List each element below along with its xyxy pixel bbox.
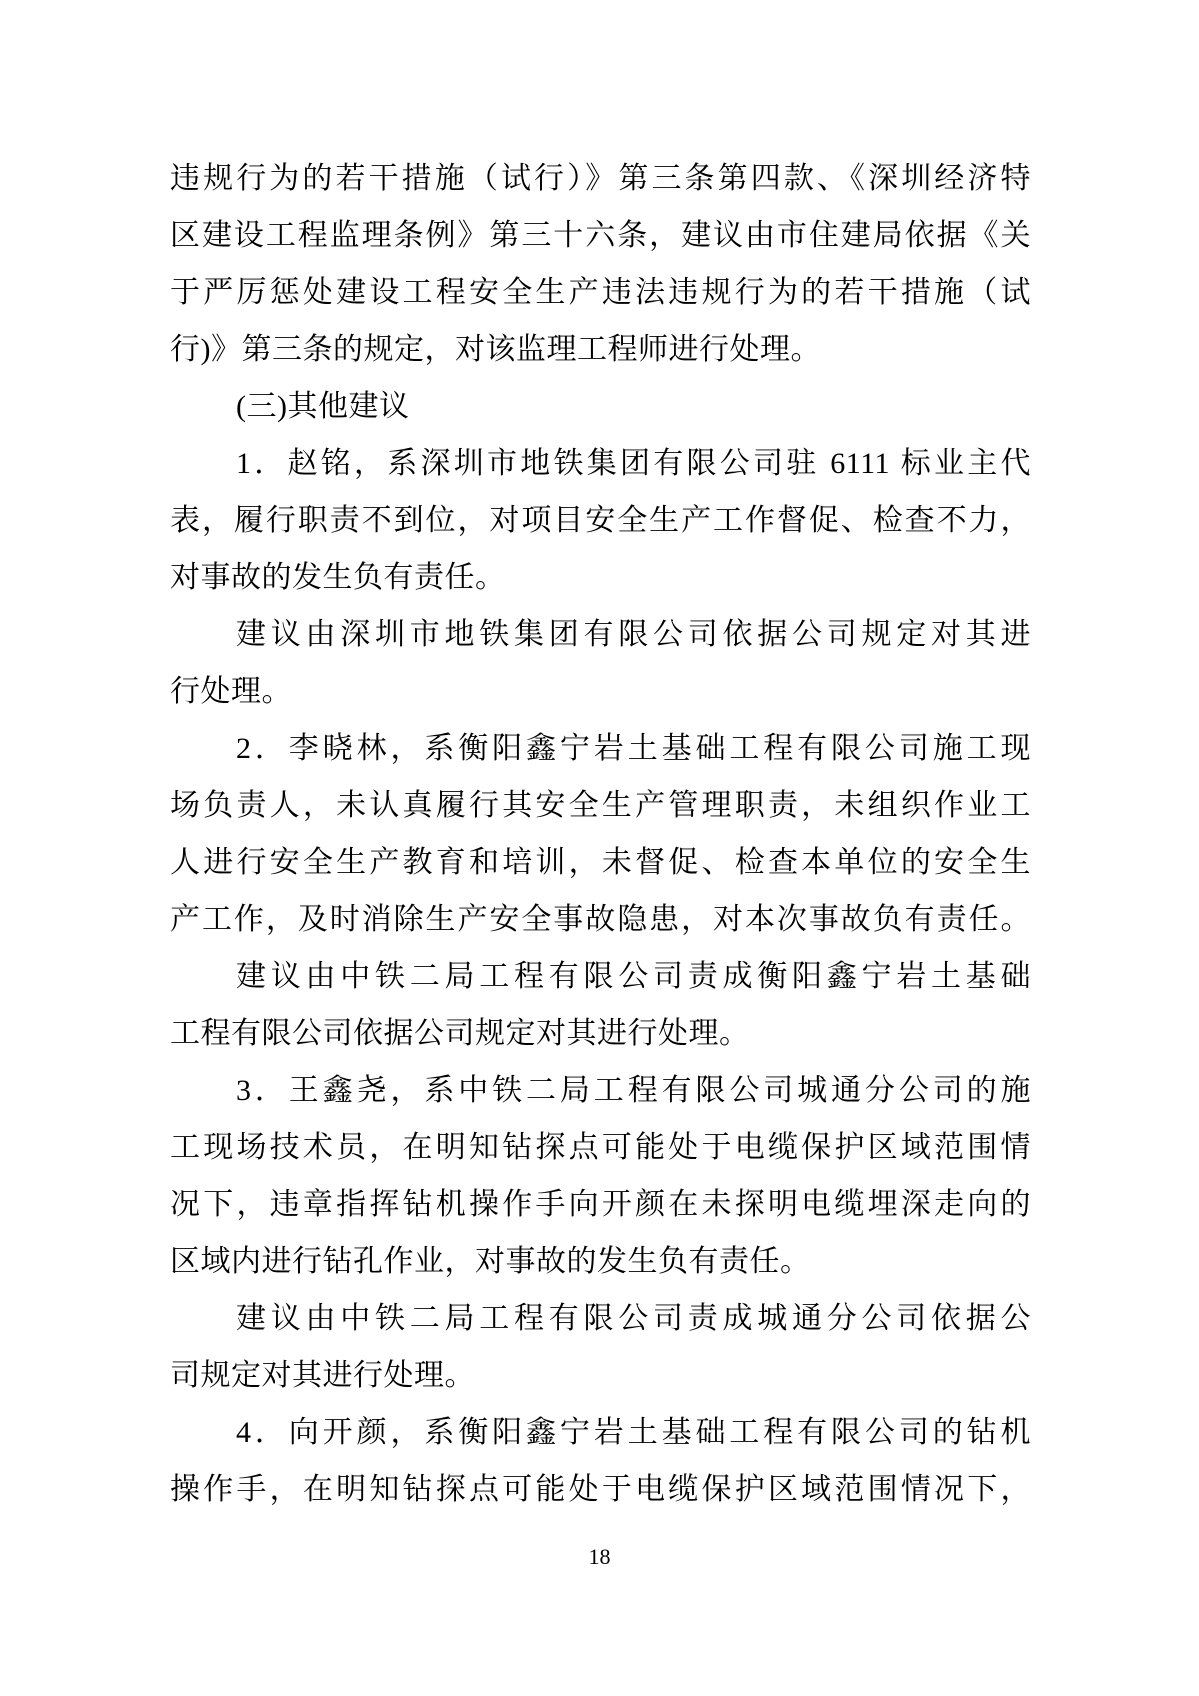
section-heading-line: (三)其他建议 [236,390,410,423]
page-number: 18 [588,1544,611,1569]
text-line: 行)》第三条的规定，对该监理工程师进行处理。 [170,333,821,366]
text-line: 建议由深圳市地铁集团有限公司依据公司规定对其进 [236,618,1031,651]
text-line: 于严厉惩处建设工程安全生产违法违规行为的若干措施（试 [170,276,1031,309]
text-line: 况下，违章指挥钻机操作手向开颜在未探明电缆埋深走向的 [170,1188,1031,1221]
text-line: 表，履行职责不到位，对项目安全生产工作督促、检查不力， [170,504,1031,537]
text-line: 违规行为的若干措施（试行）》第三条第四款、《深圳经济特 [170,162,1031,195]
text-line: 场负责人，未认真履行其安全生产管理职责，未组织作业工 [170,789,1031,822]
text-line: 4．向开颜，系衡阳鑫宁岩土基础工程有限公司的钻机 [236,1416,1031,1449]
text-line: 区域内进行钻孔作业，对事故的发生负有责任。 [170,1245,811,1278]
text-line: 司规定对其进行处理。 [170,1359,475,1392]
text-line: 行处理。 [170,675,292,708]
text-line: 建议由中铁二局工程有限公司责成城通分公司依据公 [236,1302,1031,1335]
text-line: 3．王鑫尧，系中铁二局工程有限公司城通分公司的施 [236,1074,1031,1107]
text-line: 1．赵铭，系深圳市地铁集团有限公司驻 6111 标业主代 [236,447,1031,480]
text-line: 工现场技术员，在明知钻探点可能处于电缆保护区域范围情 [170,1131,1031,1164]
document-body [170,150,1031,1518]
text-line: 人进行安全生产教育和培训，未督促、检查本单位的安全生 [170,846,1031,879]
text-line: 操作手，在明知钻探点可能处于电缆保护区域范围情况下， [170,1473,1031,1506]
text-line: 对事故的发生负有责任。 [170,561,506,594]
text-line: 建议由中铁二局工程有限公司责成衡阳鑫宁岩土基础 [236,960,1031,993]
text-line: 产工作，及时消除生产安全事故隐患，对本次事故负有责任。 [170,903,1031,936]
text-line: 区建设工程监理条例》第三十六条，建议由市住建局依据《关 [170,219,1031,252]
text-line: 2．李晓林，系衡阳鑫宁岩土基础工程有限公司施工现 [236,732,1031,765]
text-line: 工程有限公司依据公司规定对其进行处理。 [170,1017,750,1050]
